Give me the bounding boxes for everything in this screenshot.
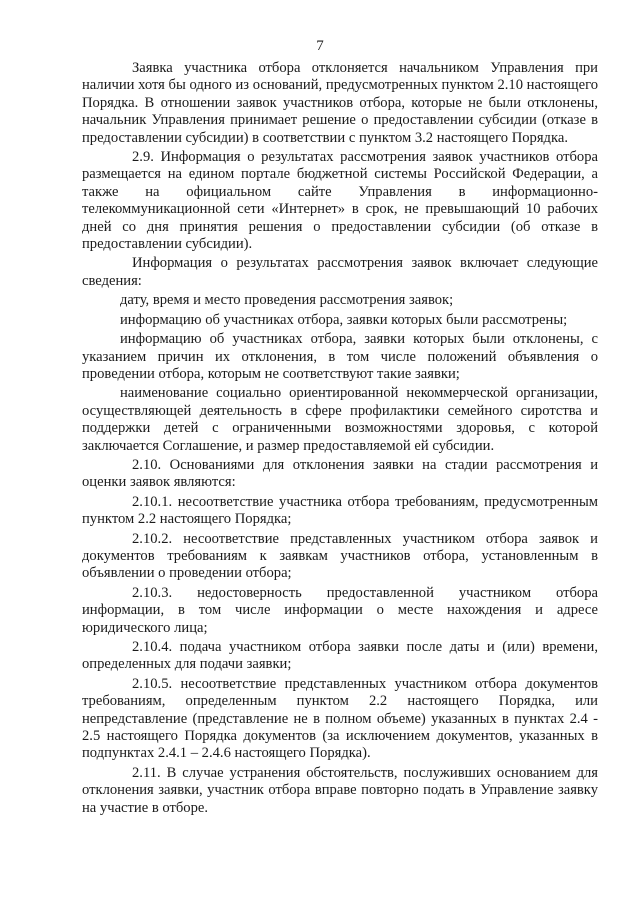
subitem-2-10-1: 2.10.1. несоответствие участника отбора требованиям, предусмотренным пунктом 2.2 настоящего Порядка; — [82, 493, 598, 528]
paragraph-rejection: Заявка участника отбора отклоняется начальником Управления при наличии хотя бы одного из оснований, предусмотренных пунктом 2.10 настоящего Порядка. В отношении заявок участников отбора, которые не были отклонены, начальник Управления принимает решение о предоставлении субсидии (отказе в предоставлении субсидии) в соответствии с пунктом 3.2 настоящего Порядка. — [82, 60, 598, 146]
subitem-2-10-5: 2.10.5. несоответствие представленных участником отбора документов требованиям, определенным пунктом 2.2 настоящего Порядка, или непредставление (представление не в полном объеме) указанных в пунктах 2.4 - 2.5 настоящего Порядка документов (за исключением документов, указанных в подпунктах 2.4.1 – 2.4.6 настоящего Порядка). — [82, 675, 598, 762]
document-body — [82, 60, 598, 819]
subitem-2-10-3: 2.10.3. недостоверность предоставленной участником отбора информации, в том числе информации о месте нахождения и адресе юридического лица; — [82, 584, 598, 636]
subitem-2-10-4: 2.10.4. подача участником отбора заявки после даты и (или) времени, определенных для подачи заявки; — [82, 639, 598, 673]
page-number: 7 — [316, 38, 324, 54]
paragraph-2-10: 2.10. Основаниями для отклонения заявки на стадии рассмотрения и оценки заявок являются: — [82, 456, 598, 491]
paragraph-info-includes: Информация о результатах рассмотрения заявок включает следующие сведения: — [82, 255, 598, 289]
list-item-organization: наименование социально ориентированной некоммерческой организации, осуществляющей деятельность в сфере профилактики семейного сиротства и поддержки детей с ограниченными возможностями здоровья, с которой заключается Соглашение, и размер предоставляемой ей субсидии. — [82, 385, 598, 454]
list-item-date: дату, время и место проведения рассмотрения заявок; — [120, 292, 454, 309]
list-item-rejected: информацию об участниках отбора, заявки которых были отклонены, с указанием причин их отклонения, в том числе положений объявления о проведении отбора, которым не соответствуют такие заявки; — [82, 331, 598, 382]
paragraph-2-9: 2.9. Информация о результатах рассмотрения заявок участников отбора размещается на едином портале бюджетной системы Российской Федерации, а также на официальном сайте Управления в информационно-телекоммуникационной сети «Интернет» в срок, не превышающий 10 рабочих дней со дня принятия решения о предоставлении субсидии (об отказе в предоставлении субсидии). — [82, 149, 598, 253]
subitem-2-10-2: 2.10.2. несоответствие представленных участником отбора заявок и документов требованиям к заявкам участников отбора, установленным в объявлении о проведении отбора; — [82, 530, 598, 582]
list-item-considered: информацию об участниках отбора, заявки которых были рассмотрены; — [120, 311, 568, 328]
paragraph-2-11: 2.11. В случае устранения обстоятельств, послуживших основанием для отклонения заявки, участник отбора вправе повторно подать в Управление заявку на участие в отборе. — [82, 764, 598, 816]
